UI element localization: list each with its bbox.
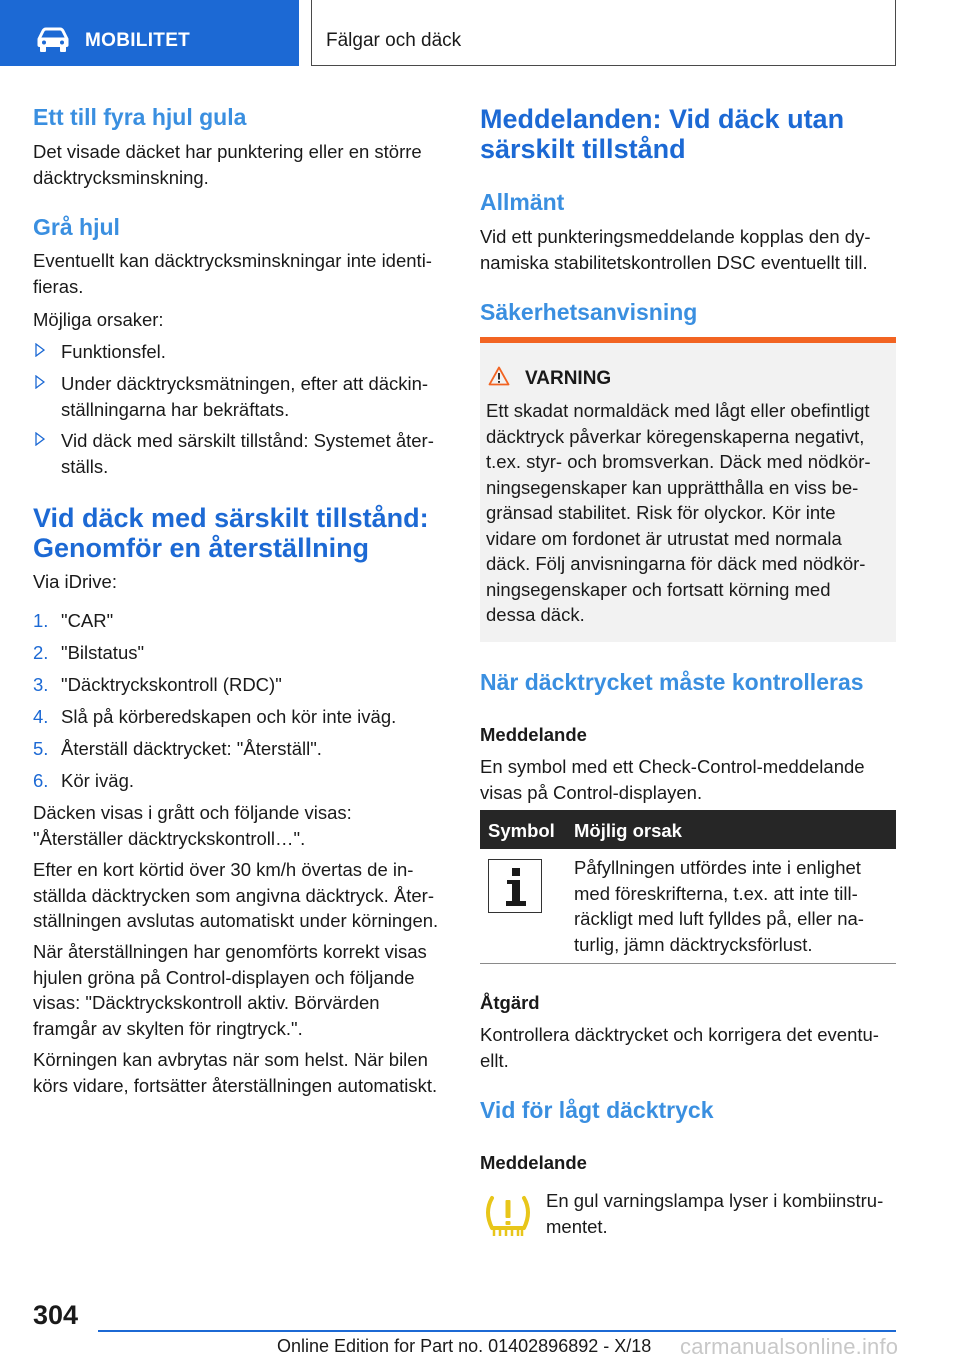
column-header-symbol: Symbol [488,820,555,841]
paragraph-interrupt [33,1047,437,1098]
step-number: 1. [33,610,49,631]
text-line: Funktionsfel. [61,341,166,362]
table-row [480,849,896,964]
text-line: ställs. [61,455,109,477]
text-line: t.ex. styr- och bromsverkan. Däck med nödkör- [486,451,871,472]
section-label: MOBILITET [85,30,191,51]
text-line: "Återställer däcktryckskontroll…". [33,827,306,849]
text-line: däcktryck påverkar köregenskaperna negativt, [486,425,865,447]
step-text: Slå på körberedskapen och kör inte iväg. [61,706,397,727]
paragraph-yellow-wheels [33,139,422,190]
text-line: ställda däcktrycken som angivna däcktryck. Åter- [33,884,434,906]
paragraph-possible-causes: Möjliga orsaker: [33,309,164,330]
text-line: hjulen gröna på Control-displayen och följande [33,966,415,988]
text-line: däcktrycksminskning. [33,166,209,188]
text-line: Eventuellt kan däcktrycksminskningar inte identi- [33,250,432,271]
text-line: visas på Control-displayen. [480,781,703,803]
step-text: Återställ däcktrycket: "Återställ". [61,738,322,759]
paragraph-symbol-message [480,754,865,805]
chapter-tab [311,0,896,66]
footer-edition: Online Edition for Part no. 01402896892 - X/18 [277,1336,652,1356]
step-number: 2. [33,642,49,663]
step-text: Kör iväg. [61,770,135,791]
page-number: 304 [33,1300,79,1330]
tire-pressure-warning-icon [482,1192,534,1240]
text-line: Efter en kort körtid över 30 km/h övertas de in- [33,859,414,880]
step-text: "Bilstatus" [61,642,145,663]
step-text: "CAR" [61,610,114,631]
paragraph-via-idrive: Via iDrive: [33,571,117,592]
text-line: ställningarna har bekräftats. [61,398,290,420]
subheading-message-2: Meddelande [480,1152,587,1173]
step-number: 4. [33,706,49,727]
heading-reset [33,503,429,563]
text-line: En gul varningslampa lyser i kombiinstru- [546,1190,884,1211]
heading-yellow-wheels: Ett till fyra hjul gula [33,104,247,130]
text-line: visas: "Däcktryckskontroll aktiv. Börvärden [33,992,380,1013]
car-icon [36,27,70,53]
text-line: ningsegenskaper och fortsatt körning med [486,578,831,600]
step-number: 3. [33,674,49,695]
text-line: ställningen avslutas automatiskt under körningen. [33,910,439,931]
bullet-triangle-icon [35,432,45,446]
text-line: gränsad stabilitet. Risk för olyckor. Kör inte [486,502,836,523]
text-line: En symbol med ett Check-Control-meddelande [480,756,865,777]
warning-title: VARNING [525,368,612,389]
paragraph-action [480,1022,879,1073]
text-line: Under däcktrycksmätningen, efter att däckin- [61,373,429,394]
text-line: Däcken visas i grått och följande visas: [33,802,352,823]
cause-text [574,855,890,957]
text-line: ningsegenskaper kan upprätthålla en viss be- [486,476,859,498]
column-header-cause: Möjlig orsak [574,820,682,841]
paragraph-short-drive [33,857,438,934]
text-line: räckligt med luft fylldes på, eller na- [574,908,864,929]
text-line: mentet. [546,1215,608,1237]
heading-line: Genomför en återställning [33,533,370,563]
text-line: Kontrollera däcktrycket och korrigera det eventu- [480,1024,879,1045]
footer-divider [98,1330,896,1332]
warning-text [486,398,888,628]
paragraph-grey-display [33,800,352,851]
step-number: 6. [33,770,49,791]
text-line: dessa däck. [486,604,585,625]
table-header [480,810,896,849]
step-number: 5. [33,738,49,759]
text-line: Körningen kan avbrytas när som helst. När bilen [33,1049,428,1070]
bullet-triangle-icon [35,343,45,357]
heading-low-pressure: Vid för lågt däcktryck [480,1097,714,1123]
text-line: vidare om fordonet är utrustat med normala [486,527,842,549]
text-line: Vid ett punkteringsmeddelande kopplas den dy- [480,226,871,247]
paragraph-reset-complete [33,939,427,1041]
text-line: fieras. [33,275,84,297]
step-text: "Däcktryckskontroll (RDC)" [61,674,282,695]
text-line: framgår av skylten för ringtryck.". [33,1017,303,1039]
section-tab [0,0,299,66]
subheading-message: Meddelande [480,724,587,745]
paragraph-yellow-lamp [546,1188,883,1239]
heading-safety: Säkerhetsanvisning [480,299,698,325]
text-line: turlig, jämn däcktrycksförlust. [574,933,813,955]
text-line: med föreskrifterna, t.ex. att inte till- [574,882,858,904]
paragraph-grey-wheels [33,248,432,299]
heading-line: Vid däck med särskilt tillstånd: [33,503,429,533]
info-icon [488,859,542,913]
watermark: carmanualsonline.info [680,1334,899,1359]
heading-grey-wheels: Grå hjul [33,214,120,240]
subheading-action: Åtgärd [480,992,540,1013]
text-line: däck. Följ anvisningarna för däck med nödkör- [486,553,866,574]
chapter-title: Fälgar och däck [326,30,462,51]
text-line: körs vidare, fortsätter återställningen automatiskt. [33,1074,438,1096]
text-line: När återställningen har genomförts korrekt visas [33,941,427,962]
heading-check-pressure: När däcktrycket måste kontrolleras [480,669,864,695]
numbered-steps [33,608,449,798]
warning-triangle-icon [488,366,510,386]
text-line: Ett skadat normaldäck med lågt eller obefintligt [486,400,870,421]
heading-general: Allmänt [480,189,565,215]
text-line: Det visade däcket har punktering eller en större [33,141,422,162]
heading-line: Meddelanden: Vid däck utan [480,104,845,134]
heading-messages [480,104,844,164]
paragraph-general [480,224,870,275]
text-line: Vid däck med särskilt tillstånd: Systemet åter- [61,430,434,451]
warning-box [480,337,896,642]
heading-line: särskilt tillstånd [480,134,686,164]
text-line: ellt. [480,1049,509,1071]
text-line: namiska stabilitetskontrollen DSC eventuellt till. [480,251,868,273]
text-line: Påfyllningen utfördes inte i enlighet [574,857,861,878]
bullet-triangle-icon [35,375,45,389]
